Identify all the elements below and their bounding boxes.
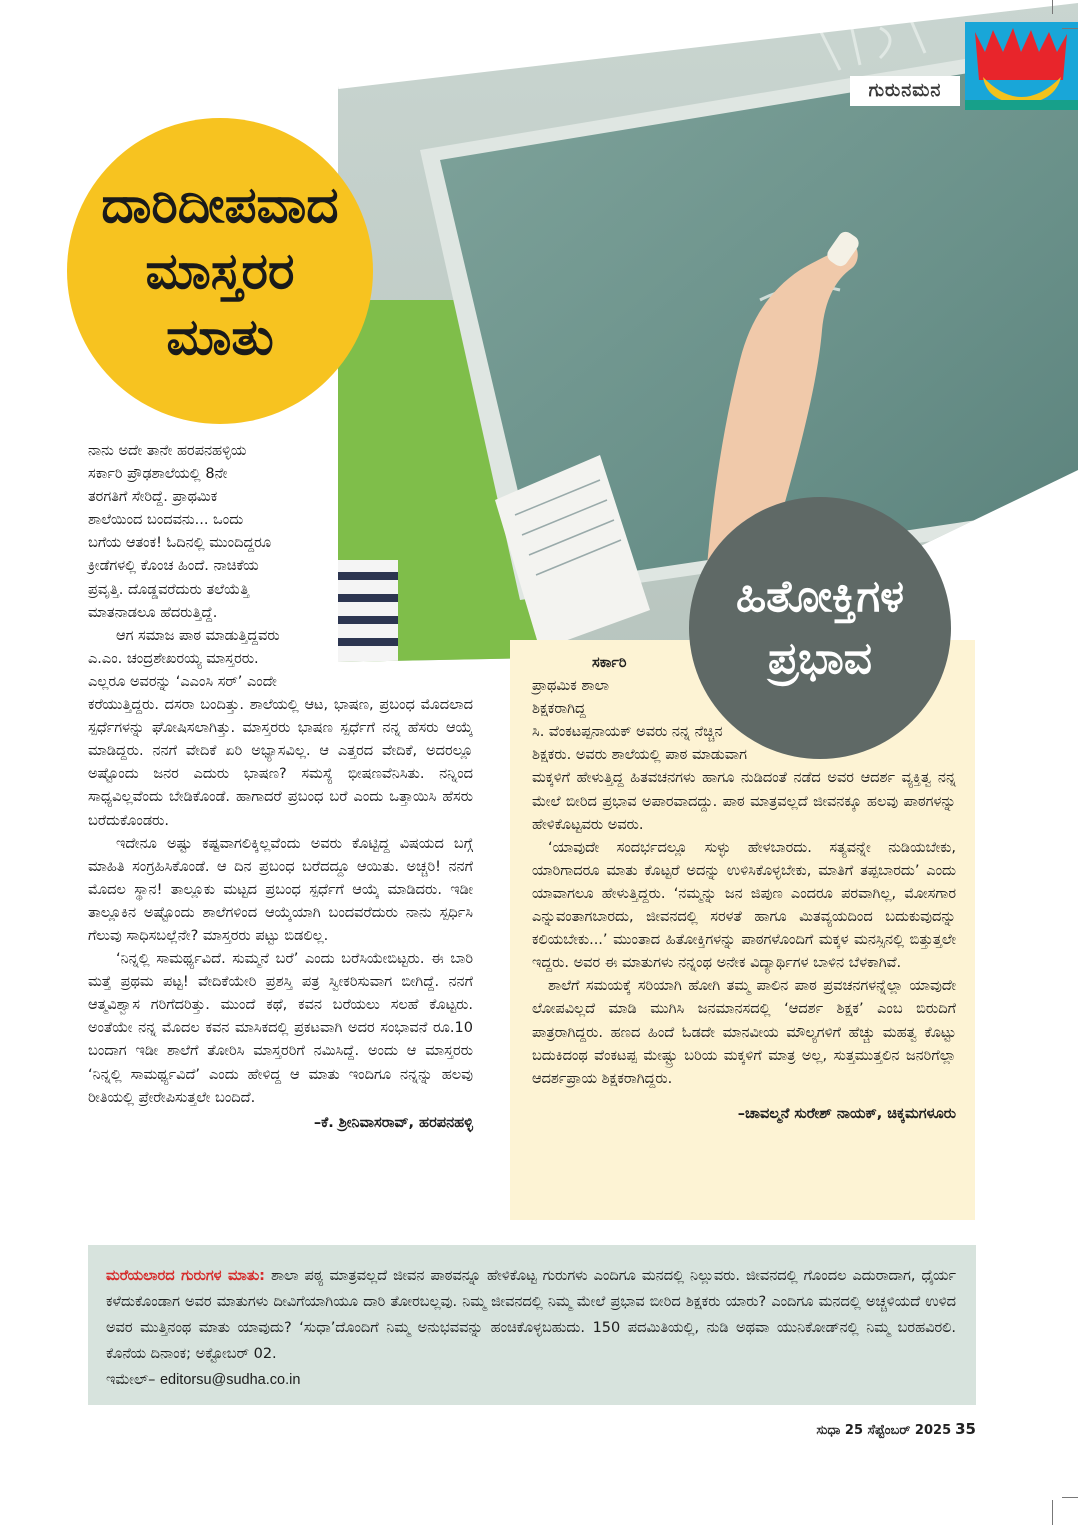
- subtitle-line-2: ಪ್ರಭಾವ: [768, 633, 872, 684]
- article-paragraph: ಇದೇನೂ ಅಷ್ಟು ಕಷ್ಟವಾಗಲಿಕ್ಕಿಲ್ಲವೆಂದು ಅವರು ಕೊಟ್ಟಿದ್ದ ವಿಷಯದ ಬಗ್ಗೆ ಮಾಹಿತಿ ಸಂಗ್ರಹಿಸಿಕೊಂಡೆ. ಆ ದಿನ ಪ್ರಬಂಧ ಬರೆದದ್ದೂ ಆಯಿತು. ಅಚ್ಚರಿ! ನನಗೆ ಮೊದಲ ಸ್ಥಾನ! ತಾಲ್ಲೂಕು ಮಟ್ಟದ ಪ್ರಬಂಧ ಸ್ಪರ್ಧೆಗೆ ಆಯ್ಕೆ ಮಾಡಿದರು. ಇಡೀ ತಾಲ್ಲೂಕಿನ ಅಷ್ಟೊಂದು ಶಾಲೆಗಳಿಂದ ಆಯ್ಕೆಯಾಗಿ ಬಂದವರೆದುರು ನಾನು ಸ್ಪರ್ಧಿಸಿ ಗೆಲುವು ಸಾಧಿಸಬಲ್ಲೆನೇ? ಮಾಸ್ತರರು ಪಟ್ಟು ಬಿಡಲಿಲ್ಲ.: [88, 835, 473, 944]
- article-line: ಶಾಲೆಯಿಂದ ಬಂದವನು... ಒಂದು: [88, 512, 244, 529]
- crop-mark: [1062, 28, 1078, 29]
- title-circle: [67, 118, 373, 424]
- crop-mark: [1052, 1500, 1053, 1525]
- notice-heading: ಮರೆಯಲಾರದ ಗುರುಗಳ ಮಾತು:: [106, 1268, 265, 1284]
- article-paragraph: ಶಾಲೆಗೆ ಸಮಯಕ್ಕೆ ಸರಿಯಾಗಿ ಹೋಗಿ ತಮ್ಮ ಪಾಲಿನ ಪಾಠ ಪ್ರವಚನಗಳನ್ನೆಲ್ಲಾ ಯಾವುದೇ ಲೋಪವಿಲ್ಲದೆ ಮಾಡಿ ಮುಗಿಸಿ ಜನಮಾನಸದಲ್ಲಿ ‘ಆದರ್ಶ ಶಿಕ್ಷಕ’ ಎಂಬ ಬಿರುದಿಗೆ ಪಾತ್ರರಾಗಿದ್ದರು. ಹಣದ ಹಿಂದೆ ಓಡದೇ ಮಾನವೀಯ ಮೌಲ್ಯಗಳಿಗೆ ಹೆಚ್ಚು ಮಹತ್ವ ಕೊಟ್ಟು ಬದುಕಿದಂಥ ವೆಂಕಟಪ್ಪ ಮೇಷ್ಟ್ರು ಬರಿಯ ಮಕ್ಕಳಿಗೆ ಮಾತ್ರ ಅಲ್ಲ, ಸುತ್ತಮುತ್ತಲಿನ ಜನರಿಗೆಲ್ಲಾ ಆದರ್ಶಪ್ರಾಯ ಶಿಕ್ಷಕರಾಗಿದ್ದರು.: [532, 978, 956, 1087]
- article-line: ಸರ್ಕಾರಿ: [592, 655, 627, 671]
- call-for-entries-box: [88, 1245, 976, 1405]
- article-line: ಬಗೆಯ ಆತಂಕ! ಓದಿನಲ್ಲಿ ಮುಂದಿದ್ದರೂ: [88, 535, 272, 552]
- article-line: ಕ್ರೀಡೆಗಳಲ್ಲಿ ಕೊಂಚ ಹಿಂದೆ. ನಾಚಿಕೆಯ: [88, 558, 259, 575]
- article-line: ಸಿ. ವೆಂಕಟಪ್ಪನಾಯಕ್ ಅವರು ನನ್ನ ನೆಚ್ಚಿನ: [532, 724, 723, 741]
- article-paragraph: ಮಕ್ಕಳಿಗೆ ಹೇಳುತ್ತಿದ್ದ ಹಿತವಚನಗಳು ಹಾಗೂ ನುಡಿದಂತೆ ನಡೆದ ಅವರ ಆದರ್ಶ ವ್ಯಕ್ತಿತ್ವ ನನ್ನ ಮೇಲೆ ಬೀರಿದ ಪ್ರಭಾವ ಅಪಾರವಾದದ್ದು. ಪಾಠ ಮಾತ್ರವಲ್ಲದೆ ಜೀವನಕ್ಕೂ ಹಲವು ಪಾಠಗಳನ್ನು ಹೇಳಿಕೊಟ್ಟವರು ಅವರು.: [532, 770, 956, 833]
- subtitle-line-1: ಹಿತೋಕ್ತಿಗಳ: [735, 571, 905, 622]
- issue-label: ಸುಧಾ 25 ಸೆಪ್ಟೆಂಬರ್ 2025: [816, 1423, 952, 1438]
- article-paragraph: ‘ನಿನ್ನಲ್ಲಿ ಸಾಮರ್ಥ್ಯವಿದೆ. ಸುಮ್ಮನೆ ಬರೆ’ ಎಂದು ಬರೆಸಿಯೇಬಿಟ್ಟರು. ಈ ಬಾರಿ ಮತ್ತೆ ಪ್ರಥಮ ಪಟ್ಟ! ವೇದಿಕೆಯೇರಿ ಪ್ರಶಸ್ತಿ ಪತ್ರ ಸ್ವೀಕರಿಸುವಾಗ ಬೀಗಿದ್ದೆ. ನನಗೆ ಆತ್ಮವಿಶ್ವಾಸ ಗರಿಗೆದರಿತ್ತು. ಮುಂದೆ ಕಥೆ, ಕವನ ಬರೆಯಲು ಸಲಹೆ ಕೊಟ್ಟರು. ಅಂತೆಯೇ ನನ್ನ ಮೊದಲ ಕವನ ಮಾಸಿಕದಲ್ಲಿ ಪ್ರಕಟವಾಗಿ ಅದರ ಸಂಭಾವನೆ ರೂ.10 ಬಂದಾಗ ಇಡೀ ಶಾಲೆಗೆ ತೋರಿಸಿ ಮಾಸ್ತರರಿಗೆ ನಮಿಸಿದ್ದೆ. ಅಂದು ಆ ಮಾಸ್ತರರು ‘ನಿನ್ನಲ್ಲಿ ಸಾಮರ್ಥ್ಯವಿದೆ’ ಎಂದು ಹೇಳಿದ್ದ ಆ ಮಾತು ಇಂದಿಗೂ ನನ್ನನ್ನು ಹಲವು ರೀತಿಯಲ್ಲಿ ಪ್ರೇರೇಪಿಸುತ್ತಲೇ ಬಂದಿದೆ.: [88, 951, 473, 1106]
- left-article: [88, 440, 473, 1135]
- right-article: [532, 652, 956, 1126]
- email-link[interactable]: editorsu@sudha.co.in: [159, 1372, 301, 1388]
- title-line-1: ದಾರಿದೀಪವಾದ: [101, 176, 339, 234]
- article-line: ಪ್ರವೃತ್ತಿ. ದೊಡ್ಡವರೆದುರು ತಲೆಯೆತ್ತಿ: [88, 581, 250, 598]
- left-article-narrow: [88, 440, 350, 694]
- article-line: ತರಗತಿಗೆ ಸೇರಿದ್ದೆ. ಪ್ರಾಥಮಿಕ: [88, 489, 218, 506]
- author-signature: –ಚಾವಲ್ಮನೆ ಸುರೇಶ್ ನಾಯಕ್, ಚಿಕ್ಕಮಗಳೂರು: [737, 1105, 956, 1122]
- title-line-2: ಮಾಸ್ತರರ: [145, 242, 295, 300]
- email-label: ಇಮೇಲ್–: [106, 1372, 160, 1388]
- article-line: ಪ್ರಾಥಮಿಕ ಶಾಲಾ: [532, 678, 609, 695]
- section-tag: ಗುರುನಮನ: [850, 76, 960, 106]
- notice-body: ಶಾಲಾ ಪಠ್ಯ ಮಾತ್ರವಲ್ಲದೆ ಜೀವನ ಪಾಠವನ್ನೂ ಹೇಳಿಕೊಟ್ಟ ಗುರುಗಳು ಎಂದಿಗೂ ಮನದಲ್ಲಿ ನಿಲ್ಲುವರು. ಜೀವನದಲ್ಲಿ ಗೊಂದಲ ಎದುರಾದಾಗ, ಧೈರ್ಯ ಕಳೆದುಕೊಂಡಾಗ ಅವರ ಮಾತುಗಳು ದೀವಿಗೆಯಾಗಿಯೂ ದಾರಿ ತೋರಬಲ್ಲವು. ನಿಮ್ಮ ಜೀವನದಲ್ಲಿ ನಿಮ್ಮ ಮೇಲೆ ಪ್ರಭಾವ ಬೀರಿದ ಶಿಕ್ಷಕರು ಯಾರು? ಎಂದಿಗೂ ಮನದಲ್ಲಿ ಅಚ್ಚಳಿಯದೆ ಉಳಿದ ಅವರ ಮುತ್ತಿನಂಥ ಮಾತು ಯಾವುದು? ‘ಸುಧಾ’ದೊಂದಿಗೆ ನಿಮ್ಮ ಅನುಭವವನ್ನು ಹಂಚಿಕೊಳ್ಳಬಹುದು. 150 ಪದಮಿತಿಯಲ್ಲಿ, ನುಡಿ ಅಥವಾ ಯುನಿಕೋಡ್‌ನಲ್ಲಿ ನಿಮ್ಮ ಬರಹವಿರಲಿ. ಕೊನೆಯ ದಿನಾಂಕ; ಅಕ್ಟೋಬರ್ 02.: [106, 1268, 956, 1362]
- author-signature: –ಕೆ. ಶ್ರೀನಿವಾಸರಾವ್, ಹರಪನಹಳ್ಳಿ: [313, 1114, 473, 1131]
- article-line: ಎ.ಎಂ. ಚಂದ್ರಶೇಖರಯ್ಯ ಮಾಸ್ತರರು.: [88, 650, 259, 667]
- page-number: 35: [955, 1420, 976, 1438]
- article-line: ನಾನು ಅದೇ ತಾನೇ ಹರಪನಹಳ್ಳಿಯ: [88, 443, 247, 459]
- article-paragraph: ‘ಯಾವುದೇ ಸಂದರ್ಭದಲ್ಲೂ ಸುಳ್ಳು ಹೇಳಬಾರದು. ಸತ್ಯವನ್ನೇ ನುಡಿಯಬೇಕು, ಯಾರಿಗಾದರೂ ಮಾತು ಕೊಟ್ಟರೆ ಅದನ್ನು ಉಳಿಸಿಕೊಳ್ಳಬೇಕು, ಮಾತಿಗೆ ತಪ್ಪಬಾರದು’ ಎಂದು ಯಾವಾಗಲೂ ಹೇಳುತ್ತಿದ್ದರು. ‘ನಮ್ಮನ್ನು ಜನ ಜಿಪುಣ ಎಂದರೂ ಪರವಾಗಿಲ್ಲ, ಮೋಸಗಾರ ಎನ್ನುವಂತಾಗಬಾರದು, ಜೀವನದಲ್ಲಿ ಸರಳತೆ ಹಾಗೂ ಮಿತವ್ಯಯದಿಂದ ಬದುಕುವುದನ್ನು ಕಲಿಯಬೇಕು...’ ಮುಂತಾದ ಹಿತೋಕ್ತಿಗಳನ್ನು ಪಾಠಗಳೊಂದಿಗೆ ಮಕ್ಕಳ ಮನಸ್ಸಿನಲ್ಲಿ ಬಿತ್ತುತ್ತಲೇ ಇದ್ದರು. ಅವರ ಈ ಮಾತುಗಳು ನನ್ನಂಥ ಅನೇಕ ವಿದ್ಯಾರ್ಥಿಗಳ ಬಾಳಿನ ಬೆಳಕಾಗಿವೆ.: [532, 839, 956, 972]
- article-paragraph: ಕರೆಯುತ್ತಿದ್ದರು. ದಸರಾ ಬಂದಿತ್ತು. ಶಾಲೆಯಲ್ಲಿ ಆಟ, ಭಾಷಣ, ಪ್ರಬಂಧ ಮೊದಲಾದ ಸ್ಪರ್ಧೆಗಳನ್ನು ಘೋಷಿಸಲಾಗಿತ್ತು. ಮಾಸ್ತರರು ಭಾಷಣ ಸ್ಪರ್ಧೆಗೆ ನನ್ನ ಹೆಸರು ಆಯ್ಕೆ ಮಾಡಿದ್ದರು. ನನಗೆ ವೇದಿಕೆ ಏರಿ ಅಭ್ಯಾಸವಿಲ್ಲ. ಆ ಎತ್ತರದ ವೇದಿಕೆ, ಅದರಲ್ಲೂ ಅಷ್ಟೊಂದು ಜನರ ಎದುರು ಭಾಷಣ? ಸಮಸ್ಯೆ ಭೀಷಣವೆನಿಸಿತು. ನನ್ನಿಂದ ಸಾಧ್ಯವಿಲ್ಲವೆಂದು ಬೇಡಿಕೊಂಡೆ. ಹಾಗಾದರೆ ಪ್ರಬಂಧ ಬರೆ ಎಂದು ಒತ್ತಾಯಿಸಿ ಹೆಸರು ಬರೆದುಕೊಂಡರು.: [88, 697, 473, 829]
- article-line: ಶಿಕ್ಷಕರಾಗಿದ್ದ: [532, 701, 586, 718]
- crop-mark: [1052, 0, 1053, 14]
- crop-mark: [1062, 1497, 1078, 1498]
- title-line-3: ಮಾತು: [166, 308, 274, 366]
- article-line: ಮಾತನಾಡಲೂ ಹೆದರುತ್ತಿದ್ದೆ.: [88, 604, 218, 621]
- article-line: ಶಿಕ್ಷಕರು. ಅವರು ಶಾಲೆಯಲ್ಲಿ ಪಾಠ ಮಾಡುವಾಗ: [532, 747, 747, 764]
- article-line: ಸರ್ಕಾರಿ ಪ್ರೌಢಶಾಲೆಯಲ್ಲಿ 8ನೇ: [88, 466, 228, 483]
- page-footer: [796, 1420, 976, 1438]
- article-line: ಎಲ್ಲರೂ ಅವರನ್ನು ‘ಎಎಂಸಿ ಸರ್’ ಎಂದೇ: [88, 673, 277, 690]
- article-line: ಆಗ ಸಮಾಜ ಪಾಠ ಮಾಡುತ್ತಿದ್ದವರು: [116, 627, 280, 644]
- sudha-flame-logo-icon: [965, 22, 1078, 110]
